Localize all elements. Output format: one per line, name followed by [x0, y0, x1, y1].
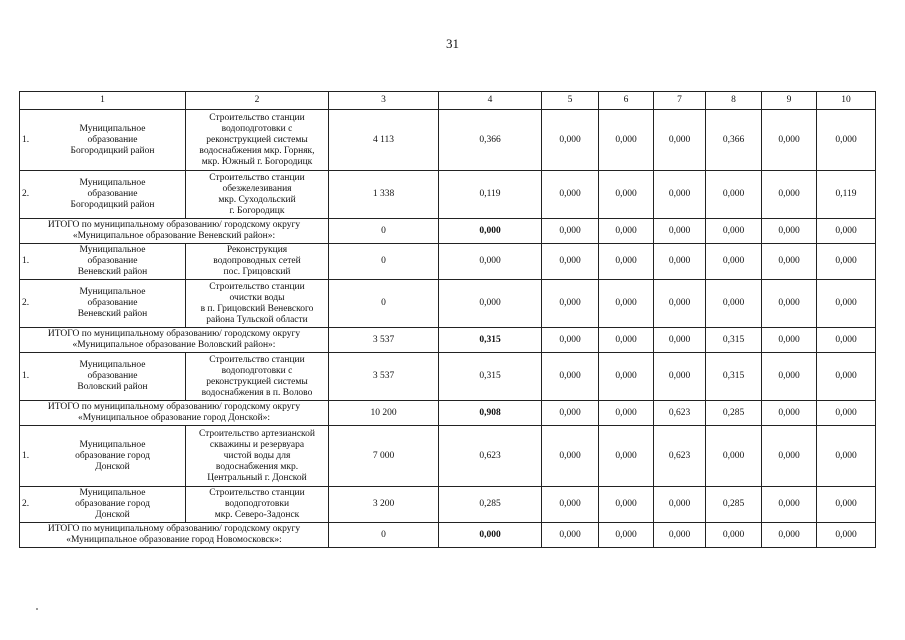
value-cell-col-5: 0,000	[542, 426, 599, 487]
total-row	[20, 328, 876, 353]
project-description-line: обезжелезивания	[222, 183, 292, 194]
project-description-line: скважины и резервуара	[209, 439, 305, 450]
value-cell-col-9: 0,000	[762, 353, 817, 401]
total-label-line: ИТОГО по муниципальному образованию/ городскому округу	[47, 402, 301, 412]
value-cell-col-10: 0,000	[817, 401, 876, 426]
row-number: 2.	[22, 499, 30, 509]
project-description-line: мкр. Северо-Задонск	[214, 510, 300, 520]
scan-mark	[36, 608, 38, 610]
value-cell-col-7: 0,000	[654, 280, 706, 328]
header-cell-5: 5	[542, 92, 599, 110]
value-cell-col-9: 0,000	[762, 487, 817, 523]
value-cell-col-7: 0,000	[654, 328, 706, 353]
project-description-line: реконструкцией системы	[206, 134, 308, 145]
municipality-name-line: Веневский район	[77, 267, 148, 277]
municipality-name	[62, 178, 183, 211]
value-cell-col-4: 0,000	[439, 219, 542, 244]
municipality-name-line: Муниципальное	[79, 488, 146, 498]
value-cell-col-8: 0,285	[706, 401, 762, 426]
value-cell-col-9: 0,000	[762, 280, 817, 328]
municipality-name-line: образование	[87, 256, 138, 266]
header-cell-8: 8	[706, 92, 762, 110]
total-label	[20, 328, 329, 353]
value-cell-col-7: 0,000	[654, 219, 706, 244]
value-cell-col-3: 7 000	[329, 426, 439, 487]
value-cell-col-7: 0,000	[654, 110, 706, 171]
row-number: 2.	[22, 189, 30, 199]
value-cell-col-5: 0,000	[542, 401, 599, 426]
value-cell-col-7: 0,000	[654, 353, 706, 401]
municipality-name-line: образование	[87, 189, 138, 199]
municipality-cell	[20, 280, 186, 328]
project-description-line: в п. Грицовский Веневского	[200, 303, 314, 314]
project-description-line: мкр. Южный г. Богородицк	[201, 156, 313, 167]
value-cell-col-9: 0,000	[762, 244, 817, 280]
value-cell-col-3: 10 200	[329, 401, 439, 426]
value-cell-col-5: 0,000	[542, 328, 599, 353]
project-description-line: Строительство станции	[209, 112, 305, 123]
project-description	[186, 110, 329, 171]
project-description	[186, 426, 329, 487]
value-cell-col-4: 0,908	[439, 401, 542, 426]
value-cell-col-6: 0,000	[599, 171, 654, 219]
value-cell-col-4: 0,315	[439, 328, 542, 353]
value-cell-col-9: 0,000	[762, 523, 817, 548]
value-cell-col-5: 0,000	[542, 110, 599, 171]
value-cell-col-4: 0,000	[439, 523, 542, 548]
value-cell-col-7: 0,000	[654, 523, 706, 548]
value-cell-col-8: 0,000	[706, 426, 762, 487]
row-number: 1.	[22, 450, 30, 461]
header-row	[20, 92, 876, 110]
municipality-name-line: Богородицкий район	[70, 200, 155, 210]
value-cell-col-8: 0,000	[706, 219, 762, 244]
value-cell-col-8: 0,315	[706, 328, 762, 353]
project-description	[186, 487, 329, 523]
municipality-cell	[20, 110, 186, 171]
value-cell-col-6: 0,000	[599, 244, 654, 280]
value-cell-col-5: 0,000	[542, 523, 599, 548]
value-cell-col-10: 0,000	[817, 353, 876, 401]
value-cell-col-8: 0,285	[706, 487, 762, 523]
municipality-name-line: Муниципальное	[79, 123, 146, 134]
value-cell-col-3: 3 537	[329, 328, 439, 353]
value-cell-col-7: 0,623	[654, 401, 706, 426]
project-description-line: очистки воды	[229, 292, 285, 303]
total-label	[20, 401, 329, 426]
value-cell-col-4: 0,119	[439, 171, 542, 219]
municipality-cell	[20, 426, 186, 487]
municipality-name	[62, 360, 183, 393]
value-cell-col-9: 0,000	[762, 401, 817, 426]
project-description-line: водоснабжения в п. Волово	[201, 387, 313, 398]
value-cell-col-5: 0,000	[542, 219, 599, 244]
value-cell-col-4: 0,315	[439, 353, 542, 401]
project-description-line: Центральный г. Донской	[207, 472, 307, 483]
project-description-line: Реконструкция	[226, 245, 288, 255]
project-description-line: Строительство артезианской	[198, 428, 316, 439]
value-cell-col-7: 0,000	[654, 487, 706, 523]
project-description-line: района Тульской области	[206, 314, 308, 325]
header-cell-4: 4	[439, 92, 542, 110]
row-number: 1.	[22, 371, 30, 381]
municipality-name-line: образование	[87, 371, 138, 381]
project-description-line: реконструкцией системы	[206, 376, 308, 387]
municipality-name-line: Муниципальное	[79, 287, 146, 297]
value-cell-col-8: 0,366	[706, 110, 762, 171]
value-cell-col-10: 0,000	[817, 328, 876, 353]
value-cell-col-10: 0,119	[817, 171, 876, 219]
value-cell-col-9: 0,000	[762, 171, 817, 219]
row-number: 2.	[22, 298, 30, 308]
table-row	[20, 280, 876, 328]
value-cell-col-4: 0,000	[439, 244, 542, 280]
project-description-line: чистой воды для	[223, 450, 291, 461]
value-cell-col-10: 0,000	[817, 487, 876, 523]
project-description-line: г. Богородицк	[229, 205, 285, 216]
value-cell-col-5: 0,000	[542, 487, 599, 523]
total-label-line: «Муниципальное образование город Донской»:	[77, 413, 271, 423]
project-description-line: пос. Грицовский	[223, 267, 291, 277]
value-cell-col-10: 0,000	[817, 110, 876, 171]
value-cell-col-8: 0,000	[706, 523, 762, 548]
value-cell-col-3: 4 113	[329, 110, 439, 171]
row-number: 1.	[22, 256, 30, 266]
municipality-name-line: Веневский район	[77, 309, 148, 319]
table-row	[20, 171, 876, 219]
total-label-line: ИТОГО по муниципальному образованию/ городскому округу	[47, 524, 301, 534]
project-description-line: водопроводных сетей	[213, 256, 301, 266]
value-cell-col-7: 0,000	[654, 244, 706, 280]
value-cell-col-5: 0,000	[542, 171, 599, 219]
value-cell-col-6: 0,000	[599, 110, 654, 171]
value-cell-col-10: 0,000	[817, 280, 876, 328]
project-description-line: водоподготовки	[224, 499, 290, 509]
value-cell-col-5: 0,000	[542, 280, 599, 328]
header-cell-7: 7	[654, 92, 706, 110]
total-row	[20, 523, 876, 548]
municipality-name-line: образование	[87, 298, 138, 308]
value-cell-col-6: 0,000	[599, 401, 654, 426]
municipality-name-line: Муниципальное	[79, 360, 146, 370]
value-cell-col-10: 0,000	[817, 219, 876, 244]
value-cell-col-3: 0	[329, 523, 439, 548]
total-row	[20, 219, 876, 244]
row-number: 1.	[22, 134, 30, 145]
project-description-line: водоподготовки с	[221, 123, 293, 134]
municipality-cell	[20, 353, 186, 401]
total-label	[20, 523, 329, 548]
municipality-name-line: Муниципальное	[79, 178, 146, 188]
financing-table	[19, 91, 876, 548]
table-row	[20, 353, 876, 401]
header-cell-3: 3	[329, 92, 439, 110]
municipality-name-line: Муниципальное	[79, 439, 146, 450]
value-cell-col-6: 0,000	[599, 523, 654, 548]
value-cell-col-6: 0,000	[599, 487, 654, 523]
value-cell-col-6: 0,000	[599, 426, 654, 487]
value-cell-col-4: 0,000	[439, 280, 542, 328]
header-cell-2: 2	[186, 92, 329, 110]
value-cell-col-4: 0,623	[439, 426, 542, 487]
value-cell-col-8: 0,000	[706, 280, 762, 328]
table-row	[20, 110, 876, 171]
project-description-line: водоснабжения мкр.	[215, 461, 299, 472]
header-cell-9: 9	[762, 92, 817, 110]
value-cell-col-10: 0,000	[817, 523, 876, 548]
municipality-name-line: образование город Донской	[75, 450, 150, 472]
total-label-line: ИТОГО по муниципальному образованию/ городскому округу	[47, 220, 301, 230]
project-description-line: Строительство станции	[209, 281, 305, 292]
municipality-name-line: Воловский район	[77, 382, 148, 392]
municipality-cell	[20, 487, 186, 523]
municipality-name-line: Муниципальное	[79, 245, 146, 255]
value-cell-col-7: 0,623	[654, 426, 706, 487]
municipality-name	[62, 245, 183, 278]
total-label-line: ИТОГО по муниципальному образованию/ городскому округу	[47, 329, 301, 339]
municipality-cell	[20, 171, 186, 219]
municipality-name-line: образование	[87, 134, 138, 145]
value-cell-col-3: 0	[329, 244, 439, 280]
header-cell-1: 1	[20, 92, 186, 110]
value-cell-col-6: 0,000	[599, 280, 654, 328]
project-description-line: Строительство станции	[209, 488, 305, 498]
total-label-line: «Муниципальное образование город Новомосковск»:	[66, 535, 282, 545]
value-cell-col-8: 0,000	[706, 171, 762, 219]
value-cell-col-4: 0,285	[439, 487, 542, 523]
value-cell-col-3: 3 200	[329, 487, 439, 523]
value-cell-col-3: 0	[329, 219, 439, 244]
value-cell-col-9: 0,000	[762, 219, 817, 244]
value-cell-col-9: 0,000	[762, 110, 817, 171]
value-cell-col-8: 0,000	[706, 244, 762, 280]
value-cell-col-6: 0,000	[599, 353, 654, 401]
value-cell-col-6: 0,000	[599, 328, 654, 353]
page-number: 31	[446, 36, 459, 51]
municipality-name	[62, 440, 183, 473]
value-cell-col-9: 0,000	[762, 426, 817, 487]
value-cell-col-3: 3 537	[329, 353, 439, 401]
project-description-line: Строительство станции	[209, 354, 305, 365]
header-cell-10: 10	[817, 92, 876, 110]
total-label-line: «Муниципальное образование Веневский район»:	[72, 231, 276, 241]
value-cell-col-5: 0,000	[542, 244, 599, 280]
value-cell-col-3: 0	[329, 280, 439, 328]
municipality-name-line: Богородицкий район	[70, 145, 155, 156]
project-description	[186, 171, 329, 219]
value-cell-col-7: 0,000	[654, 171, 706, 219]
total-label	[20, 219, 329, 244]
project-description-line: мкр. Суходольский	[218, 194, 296, 205]
total-row	[20, 401, 876, 426]
project-description	[186, 353, 329, 401]
table-row	[20, 244, 876, 280]
value-cell-col-10: 0,000	[817, 426, 876, 487]
value-cell-col-3: 1 338	[329, 171, 439, 219]
value-cell-col-5: 0,000	[542, 353, 599, 401]
project-description-line: водоснабжения мкр. Горняк,	[199, 145, 315, 156]
value-cell-col-9: 0,000	[762, 328, 817, 353]
municipality-name	[62, 287, 183, 320]
project-description	[186, 244, 329, 280]
table-row	[20, 426, 876, 487]
value-cell-col-8: 0,315	[706, 353, 762, 401]
municipality-cell	[20, 244, 186, 280]
header-cell-6: 6	[599, 92, 654, 110]
municipality-name	[62, 488, 183, 521]
project-description-line: Строительство станции	[209, 172, 305, 183]
municipality-name-line: образование город Донской	[75, 499, 150, 520]
value-cell-col-6: 0,000	[599, 219, 654, 244]
project-description-line: водоподготовки с	[221, 365, 293, 376]
total-label-line: «Муниципальное образование Воловский район»:	[72, 340, 276, 350]
value-cell-col-4: 0,366	[439, 110, 542, 171]
value-cell-col-10: 0,000	[817, 244, 876, 280]
table-row	[20, 487, 876, 523]
project-description	[186, 280, 329, 328]
municipality-name	[62, 124, 183, 157]
